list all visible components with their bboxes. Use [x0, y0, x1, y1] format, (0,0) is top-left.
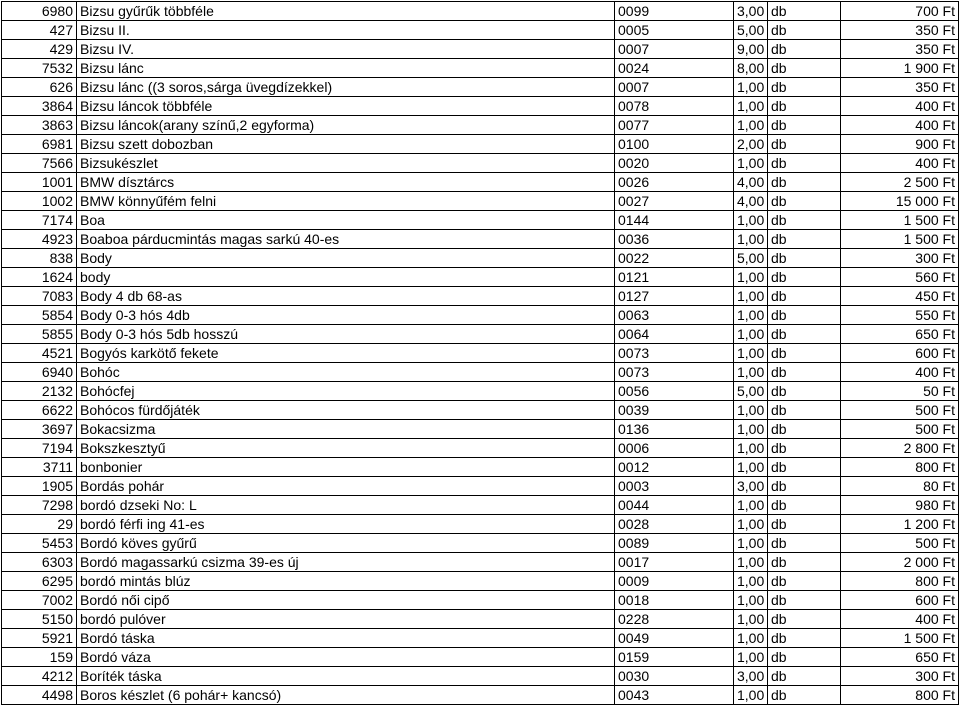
item-price-cell[interactable]: 1 500 Ft [841, 230, 959, 249]
item-ref-cell[interactable]: 0144 [615, 211, 734, 230]
item-qty-cell[interactable]: 3,00 [734, 477, 768, 496]
item-name-cell[interactable]: Bizsu II. [77, 21, 615, 40]
item-price-cell[interactable]: 1 500 Ft [841, 629, 959, 648]
inventory-table-body [2, 2, 959, 705]
item-code-cell[interactable]: 1002 [2, 192, 77, 211]
item-code-cell[interactable]: 6981 [2, 135, 77, 154]
item-price-cell[interactable]: 300 Ft [841, 667, 959, 686]
table-row [2, 325, 959, 344]
item-price-cell[interactable]: 600 Ft [841, 344, 959, 363]
item-code-cell[interactable]: 3863 [2, 116, 77, 135]
item-code-cell[interactable]: 29 [2, 515, 77, 534]
item-qty-cell[interactable]: 4,00 [734, 192, 768, 211]
item-qty-cell[interactable]: 1,00 [734, 306, 768, 325]
item-price-cell[interactable]: 350 Ft [841, 78, 959, 97]
item-name-cell[interactable]: Bordó női cipő [77, 591, 615, 610]
item-code-cell[interactable]: 4923 [2, 230, 77, 249]
item-code-cell[interactable]: 427 [2, 21, 77, 40]
item-price-cell[interactable]: 550 Ft [841, 306, 959, 325]
item-price-cell[interactable]: 400 Ft [841, 97, 959, 116]
item-qty-cell[interactable]: 1,00 [734, 401, 768, 420]
item-unit-cell[interactable]: db [768, 363, 841, 382]
item-qty-cell[interactable]: 3,00 [734, 667, 768, 686]
item-ref-cell[interactable]: 0073 [615, 344, 734, 363]
item-price-cell[interactable]: 450 Ft [841, 287, 959, 306]
table-row [2, 401, 959, 420]
item-code-cell[interactable]: 6622 [2, 401, 77, 420]
item-name-cell[interactable]: Bizsu szett dobozban [77, 135, 615, 154]
item-code-cell[interactable]: 838 [2, 249, 77, 268]
item-unit-cell[interactable]: db [768, 287, 841, 306]
table-row [2, 78, 959, 97]
table-row [2, 287, 959, 306]
item-code-cell[interactable]: 429 [2, 40, 77, 59]
item-ref-cell[interactable]: 0121 [615, 268, 734, 287]
item-code-cell[interactable]: 5150 [2, 610, 77, 629]
item-qty-cell[interactable]: 1,00 [734, 648, 768, 667]
item-ref-cell[interactable]: 0005 [615, 21, 734, 40]
table-row [2, 116, 959, 135]
item-unit-cell[interactable]: db [768, 629, 841, 648]
item-name-cell[interactable]: Bohócfej [77, 382, 615, 401]
item-name-cell[interactable]: Body 0-3 hós 4db [77, 306, 615, 325]
item-code-cell[interactable]: 626 [2, 78, 77, 97]
item-name-cell[interactable]: Boa [77, 211, 615, 230]
item-unit-cell[interactable]: db [768, 268, 841, 287]
item-ref-cell[interactable]: 0027 [615, 192, 734, 211]
item-price-cell[interactable]: 15 000 Ft [841, 192, 959, 211]
table-row [2, 344, 959, 363]
item-ref-cell[interactable]: 0077 [615, 116, 734, 135]
item-price-cell[interactable]: 1 500 Ft [841, 211, 959, 230]
item-price-cell[interactable]: 1 900 Ft [841, 59, 959, 78]
item-code-cell[interactable]: 1001 [2, 173, 77, 192]
item-price-cell[interactable]: 400 Ft [841, 610, 959, 629]
table-row [2, 211, 959, 230]
item-ref-cell[interactable]: 0030 [615, 667, 734, 686]
item-qty-cell[interactable]: 1,00 [734, 572, 768, 591]
item-price-cell[interactable]: 500 Ft [841, 534, 959, 553]
item-unit-cell[interactable]: db [768, 553, 841, 572]
item-unit-cell[interactable]: db [768, 572, 841, 591]
table-row [2, 667, 959, 686]
item-ref-cell[interactable]: 0036 [615, 230, 734, 249]
table-row [2, 2, 959, 21]
table-row [2, 515, 959, 534]
item-ref-cell[interactable]: 0099 [615, 2, 734, 21]
item-unit-cell[interactable]: db [768, 477, 841, 496]
item-qty-cell[interactable]: 1,00 [734, 97, 768, 116]
item-name-cell[interactable]: Bordó váza [77, 648, 615, 667]
item-qty-cell[interactable]: 1,00 [734, 78, 768, 97]
item-ref-cell[interactable]: 0020 [615, 154, 734, 173]
table-row [2, 572, 959, 591]
item-unit-cell[interactable]: db [768, 154, 841, 173]
item-ref-cell[interactable]: 0007 [615, 78, 734, 97]
item-unit-cell[interactable]: db [768, 591, 841, 610]
item-unit-cell[interactable]: db [768, 382, 841, 401]
item-price-cell[interactable]: 800 Ft [841, 686, 959, 705]
item-price-cell[interactable]: 1 200 Ft [841, 515, 959, 534]
item-qty-cell[interactable]: 1,00 [734, 686, 768, 705]
table-row [2, 648, 959, 667]
item-ref-cell[interactable]: 0056 [615, 382, 734, 401]
item-ref-cell[interactable]: 0007 [615, 40, 734, 59]
item-unit-cell[interactable]: db [768, 173, 841, 192]
table-row [2, 439, 959, 458]
item-name-cell[interactable]: BMW könnyűfém felni [77, 192, 615, 211]
table-row [2, 59, 959, 78]
item-name-cell[interactable]: Body 0-3 hós 5db hosszú [77, 325, 615, 344]
item-price-cell[interactable]: 2 500 Ft [841, 173, 959, 192]
item-price-cell[interactable]: 400 Ft [841, 154, 959, 173]
item-name-cell[interactable]: Bohócos fürdőjáték [77, 401, 615, 420]
item-price-cell[interactable]: 50 Ft [841, 382, 959, 401]
item-price-cell[interactable]: 650 Ft [841, 648, 959, 667]
item-price-cell[interactable]: 560 Ft [841, 268, 959, 287]
item-code-cell[interactable]: 7083 [2, 287, 77, 306]
item-ref-cell[interactable]: 0127 [615, 287, 734, 306]
item-name-cell[interactable]: Boaboa párducmintás magas sarkú 40-es [77, 230, 615, 249]
item-code-cell[interactable]: 3711 [2, 458, 77, 477]
item-price-cell[interactable]: 2 800 Ft [841, 439, 959, 458]
item-ref-cell[interactable]: 0044 [615, 496, 734, 515]
item-unit-cell[interactable]: db [768, 325, 841, 344]
item-ref-cell[interactable]: 0136 [615, 420, 734, 439]
item-ref-cell[interactable]: 0039 [615, 401, 734, 420]
item-price-cell[interactable]: 500 Ft [841, 401, 959, 420]
item-code-cell[interactable]: 3864 [2, 97, 77, 116]
item-unit-cell[interactable]: db [768, 420, 841, 439]
item-name-cell[interactable]: Bokacsizma [77, 420, 615, 439]
item-ref-cell[interactable]: 0089 [615, 534, 734, 553]
table-row [2, 192, 959, 211]
item-code-cell[interactable]: 5921 [2, 629, 77, 648]
item-price-cell[interactable]: 500 Ft [841, 420, 959, 439]
item-qty-cell[interactable]: 1,00 [734, 116, 768, 135]
item-ref-cell[interactable]: 0043 [615, 686, 734, 705]
item-name-cell[interactable]: bordó pulóver [77, 610, 615, 629]
item-name-cell[interactable]: body [77, 268, 615, 287]
table-row [2, 686, 959, 705]
item-qty-cell[interactable]: 5,00 [734, 249, 768, 268]
table-row [2, 306, 959, 325]
item-code-cell[interactable]: 1624 [2, 268, 77, 287]
table-row [2, 477, 959, 496]
item-price-cell[interactable]: 400 Ft [841, 116, 959, 135]
item-name-cell[interactable]: Bizsu IV. [77, 40, 615, 59]
item-price-cell[interactable]: 400 Ft [841, 363, 959, 382]
item-name-cell[interactable]: Boríték táska [77, 667, 615, 686]
item-price-cell[interactable]: 350 Ft [841, 21, 959, 40]
item-unit-cell[interactable]: db [768, 2, 841, 21]
item-unit-cell[interactable]: db [768, 135, 841, 154]
item-unit-cell[interactable]: db [768, 534, 841, 553]
item-qty-cell[interactable]: 1,00 [734, 458, 768, 477]
item-qty-cell[interactable]: 1,00 [734, 420, 768, 439]
item-unit-cell[interactable]: db [768, 59, 841, 78]
item-qty-cell[interactable]: 1,00 [734, 439, 768, 458]
item-ref-cell[interactable]: 0012 [615, 458, 734, 477]
item-code-cell[interactable]: 4212 [2, 667, 77, 686]
item-unit-cell[interactable]: db [768, 211, 841, 230]
item-qty-cell[interactable]: 2,00 [734, 135, 768, 154]
item-name-cell[interactable]: Bizsu lánc ((3 soros,sárga üvegdízekkel) [77, 78, 615, 97]
item-ref-cell[interactable]: 0159 [615, 648, 734, 667]
item-code-cell[interactable]: 159 [2, 648, 77, 667]
item-unit-cell[interactable]: db [768, 686, 841, 705]
item-unit-cell[interactable]: db [768, 610, 841, 629]
item-unit-cell[interactable]: db [768, 496, 841, 515]
item-ref-cell[interactable]: 0078 [615, 97, 734, 116]
item-code-cell[interactable]: 6980 [2, 2, 77, 21]
item-qty-cell[interactable]: 1,00 [734, 534, 768, 553]
table-row [2, 363, 959, 382]
item-qty-cell[interactable]: 4,00 [734, 173, 768, 192]
item-price-cell[interactable]: 650 Ft [841, 325, 959, 344]
table-row [2, 268, 959, 287]
item-code-cell[interactable]: 7532 [2, 59, 77, 78]
item-code-cell[interactable]: 3697 [2, 420, 77, 439]
item-code-cell[interactable]: 4521 [2, 344, 77, 363]
table-row [2, 534, 959, 553]
item-code-cell[interactable]: 7298 [2, 496, 77, 515]
item-price-cell[interactable]: 2 000 Ft [841, 553, 959, 572]
table-row [2, 629, 959, 648]
item-code-cell[interactable]: 6303 [2, 553, 77, 572]
item-price-cell[interactable]: 350 Ft [841, 40, 959, 59]
table-row [2, 230, 959, 249]
item-price-cell[interactable]: 80 Ft [841, 477, 959, 496]
item-name-cell[interactable]: Bizsukészlet [77, 154, 615, 173]
item-ref-cell[interactable]: 0228 [615, 610, 734, 629]
item-name-cell[interactable]: Bordó köves gyűrű [77, 534, 615, 553]
item-code-cell[interactable]: 6295 [2, 572, 77, 591]
item-name-cell[interactable]: Bizsu láncok(arany színű,2 egyforma) [77, 116, 615, 135]
item-code-cell[interactable]: 2132 [2, 382, 77, 401]
item-ref-cell[interactable]: 0022 [615, 249, 734, 268]
item-price-cell[interactable]: 700 Ft [841, 2, 959, 21]
item-name-cell[interactable]: Boros készlet (6 pohár+ kancsó) [77, 686, 615, 705]
item-code-cell[interactable]: 7566 [2, 154, 77, 173]
item-name-cell[interactable]: Bohóc [77, 363, 615, 382]
item-unit-cell[interactable]: db [768, 515, 841, 534]
item-ref-cell[interactable]: 0073 [615, 363, 734, 382]
item-qty-cell[interactable]: 1,00 [734, 211, 768, 230]
item-ref-cell[interactable]: 0009 [615, 572, 734, 591]
item-name-cell[interactable]: Bogyós karkötő fekete [77, 344, 615, 363]
item-name-cell[interactable]: bonbonier [77, 458, 615, 477]
item-code-cell[interactable]: 5854 [2, 306, 77, 325]
item-name-cell[interactable]: Bordás pohár [77, 477, 615, 496]
item-code-cell[interactable]: 7194 [2, 439, 77, 458]
item-ref-cell[interactable]: 0017 [615, 553, 734, 572]
item-qty-cell[interactable]: 1,00 [734, 230, 768, 249]
item-qty-cell[interactable]: 1,00 [734, 287, 768, 306]
item-unit-cell[interactable]: db [768, 249, 841, 268]
item-ref-cell[interactable]: 0100 [615, 135, 734, 154]
item-unit-cell[interactable]: db [768, 21, 841, 40]
table-row [2, 97, 959, 116]
item-qty-cell[interactable]: 1,00 [734, 363, 768, 382]
item-ref-cell[interactable]: 0064 [615, 325, 734, 344]
item-unit-cell[interactable]: db [768, 116, 841, 135]
item-qty-cell[interactable]: 1,00 [734, 325, 768, 344]
item-code-cell[interactable]: 1905 [2, 477, 77, 496]
table-row [2, 249, 959, 268]
item-code-cell[interactable]: 7002 [2, 591, 77, 610]
item-name-cell[interactable]: Bordó táska [77, 629, 615, 648]
item-ref-cell[interactable]: 0024 [615, 59, 734, 78]
item-qty-cell[interactable]: 8,00 [734, 59, 768, 78]
item-name-cell[interactable]: bordó férfi ing 41-es [77, 515, 615, 534]
item-unit-cell[interactable]: db [768, 78, 841, 97]
item-unit-cell[interactable]: db [768, 97, 841, 116]
item-qty-cell[interactable]: 5,00 [734, 21, 768, 40]
item-ref-cell[interactable]: 0026 [615, 173, 734, 192]
item-ref-cell[interactable]: 0049 [615, 629, 734, 648]
item-name-cell[interactable]: Bizsu lánc [77, 59, 615, 78]
item-price-cell[interactable]: 800 Ft [841, 572, 959, 591]
item-name-cell[interactable]: Bizsu láncok többféle [77, 97, 615, 116]
item-price-cell[interactable]: 600 Ft [841, 591, 959, 610]
table-row [2, 496, 959, 515]
item-ref-cell[interactable]: 0003 [615, 477, 734, 496]
item-name-cell[interactable]: Bokszkesztyű [77, 439, 615, 458]
table-row [2, 591, 959, 610]
item-price-cell[interactable]: 900 Ft [841, 135, 959, 154]
table-row [2, 553, 959, 572]
item-ref-cell[interactable]: 0006 [615, 439, 734, 458]
item-code-cell[interactable]: 5453 [2, 534, 77, 553]
item-qty-cell[interactable]: 3,00 [734, 2, 768, 21]
item-code-cell[interactable]: 6940 [2, 363, 77, 382]
item-name-cell[interactable]: Bizsu gyűrűk többféle [77, 2, 615, 21]
item-unit-cell[interactable]: db [768, 458, 841, 477]
item-qty-cell[interactable]: 5,00 [734, 382, 768, 401]
item-ref-cell[interactable]: 0018 [615, 591, 734, 610]
item-ref-cell[interactable]: 0028 [615, 515, 734, 534]
item-name-cell[interactable]: bordó dzseki No: L [77, 496, 615, 515]
table-row [2, 610, 959, 629]
item-qty-cell[interactable]: 1,00 [734, 154, 768, 173]
item-name-cell[interactable]: Body 4 db 68-as [77, 287, 615, 306]
table-row [2, 173, 959, 192]
table-row [2, 135, 959, 154]
table-row [2, 420, 959, 439]
item-qty-cell[interactable]: 1,00 [734, 553, 768, 572]
item-qty-cell[interactable]: 9,00 [734, 40, 768, 59]
item-qty-cell[interactable]: 1,00 [734, 496, 768, 515]
item-ref-cell[interactable]: 0063 [615, 306, 734, 325]
item-code-cell[interactable]: 4498 [2, 686, 77, 705]
item-unit-cell[interactable]: db [768, 648, 841, 667]
item-name-cell[interactable]: Bordó magassarkú csizma 39-es új [77, 553, 615, 572]
item-unit-cell[interactable]: db [768, 192, 841, 211]
item-code-cell[interactable]: 7174 [2, 211, 77, 230]
inventory-table [1, 1, 959, 705]
item-qty-cell[interactable]: 1,00 [734, 344, 768, 363]
item-name-cell[interactable]: BMW dísztárcs [77, 173, 615, 192]
item-price-cell[interactable]: 300 Ft [841, 249, 959, 268]
item-unit-cell[interactable]: db [768, 306, 841, 325]
item-qty-cell[interactable]: 1,00 [734, 515, 768, 534]
item-unit-cell[interactable]: db [768, 344, 841, 363]
table-row [2, 40, 959, 59]
item-qty-cell[interactable]: 1,00 [734, 610, 768, 629]
table-row [2, 382, 959, 401]
item-unit-cell[interactable]: db [768, 40, 841, 59]
item-name-cell[interactable]: bordó mintás blúz [77, 572, 615, 591]
item-name-cell[interactable]: Body [77, 249, 615, 268]
table-row [2, 21, 959, 40]
item-price-cell[interactable]: 980 Ft [841, 496, 959, 515]
table-row [2, 458, 959, 477]
item-code-cell[interactable]: 5855 [2, 325, 77, 344]
item-price-cell[interactable]: 800 Ft [841, 458, 959, 477]
item-qty-cell[interactable]: 1,00 [734, 268, 768, 287]
item-unit-cell[interactable]: db [768, 401, 841, 420]
table-row [2, 154, 959, 173]
item-qty-cell[interactable]: 1,00 [734, 629, 768, 648]
item-unit-cell[interactable]: db [768, 230, 841, 249]
item-unit-cell[interactable]: db [768, 667, 841, 686]
item-qty-cell[interactable]: 1,00 [734, 591, 768, 610]
item-unit-cell[interactable]: db [768, 439, 841, 458]
